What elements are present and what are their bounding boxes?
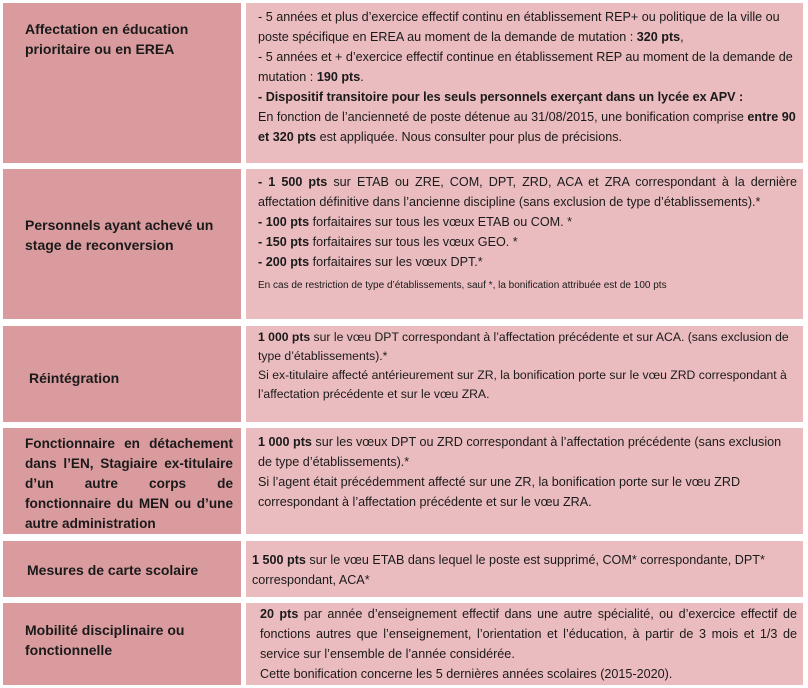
content-line: - 5 années et + d’exercice effectif continue en établissement REP au moment de la demande de mutation : 190 pts. [258, 50, 793, 84]
content-line: Cette bonification concerne les 5 dernières années scolaires (2015-2020). [260, 667, 673, 681]
row-label-cell [3, 603, 241, 685]
content-line: - 5 années et plus d’exercice effectif continu en établissement REP+ ou politique de la ville ou poste spécifique en EREA au moment de la demande de mutation : 320 pts, [258, 10, 780, 44]
footnote: En cas de restriction de type d’établissements, sauf *, la bonification attribuée est de 100 pts [258, 280, 667, 291]
row-content-cell [246, 541, 803, 597]
row-title: Mobilité disciplinaire ou fonctionnelle [25, 622, 185, 658]
row-title: Réintégration [29, 370, 120, 386]
content-line: - 100 pts forfaitaires sur tous les vœux ETAB ou COM. * [258, 215, 573, 229]
row-label-cell [3, 3, 241, 163]
row-title: Personnels ayant achevé un stage de reconversion [25, 217, 214, 253]
row-stage-reconversion [3, 169, 803, 319]
row-mobilite [3, 603, 803, 685]
content-line: - 1 500 pts sur ETAB ou ZRE, COM, DPT, ZRD, ACA et ZRA correspondant à la dernière affectation définitive dans l’ancienne discipline (sans exclusion de type d’établissements).* [258, 175, 797, 209]
content-line: 20 pts par année d’enseignement effectif dans une autre spécialité, ou d’exercice effectif de fonctions autres que l’enseignement, l’orientation et l’éducation, à partir de 3 mois et 1/3 de service sur l’ensemble de l’année considérée. [260, 607, 797, 661]
content-line: - 150 pts forfaitaires sur tous les vœux GEO. * [258, 235, 518, 249]
row-content-cell [246, 428, 803, 534]
row-title: Affectation en éducation prioritaire ou en EREA [25, 21, 189, 57]
row-title: Fonctionnaire en détachement dans l’EN, Stagiaire ex-titulaire d’un autre corps de fonctionnaire du MEN ou d’une autre administration [25, 436, 233, 531]
row-education-prioritaire [3, 3, 803, 163]
row-content-cell [246, 326, 803, 422]
content-line: Si ex-titulaire affecté antérieurement sur ZR, la bonification porte sur le vœu ZRD correspondant à l’affectation précédente et sur le vœu ZRA. [258, 368, 787, 401]
row-content-cell [246, 603, 803, 685]
content-line: - Dispositif transitoire pour les seuls personnels exerçant dans un lycée ex APV : [258, 90, 744, 104]
row-content-cell [246, 3, 803, 163]
content-line: 1 000 pts sur le vœu DPT correspondant à l’affectation précédente et sur ACA. (sans exclusion de type d’établissements).* [258, 330, 789, 363]
content-line: 1 500 pts sur le vœu ETAB dans lequel le poste est supprimé, COM* correspondante, DPT* correspondant, ACA* [252, 553, 765, 587]
row-reintegration [3, 326, 803, 422]
content-line: - 200 pts forfaitaires sur les vœux DPT.* [258, 255, 483, 269]
row-content-cell [246, 169, 803, 319]
row-label-cell [3, 428, 241, 534]
row-carte-scolaire [3, 541, 803, 597]
content-line: En fonction de l’ancienneté de poste détenue au 31/08/2015, une bonification comprise entre 90 et 320 pts est appliquée. Nous consulter pour plus de précisions. [258, 110, 796, 144]
row-title: Mesures de carte scolaire [27, 562, 199, 578]
row-label-cell [3, 326, 241, 422]
content-line: Si l’agent était précédemment affecté sur une ZR, la bonification porte sur le vœu ZRD correspondant à l’affectation précédente et sur le vœu ZRA. [258, 475, 741, 509]
row-label-cell [3, 541, 241, 597]
row-fonctionnaire-detachement [3, 428, 803, 534]
row-label-cell [3, 169, 241, 319]
content-line: 1 000 pts sur les vœux DPT ou ZRD correspondant à l’affectation précédente (sans exclusion de type d’établissements).* [258, 435, 782, 469]
